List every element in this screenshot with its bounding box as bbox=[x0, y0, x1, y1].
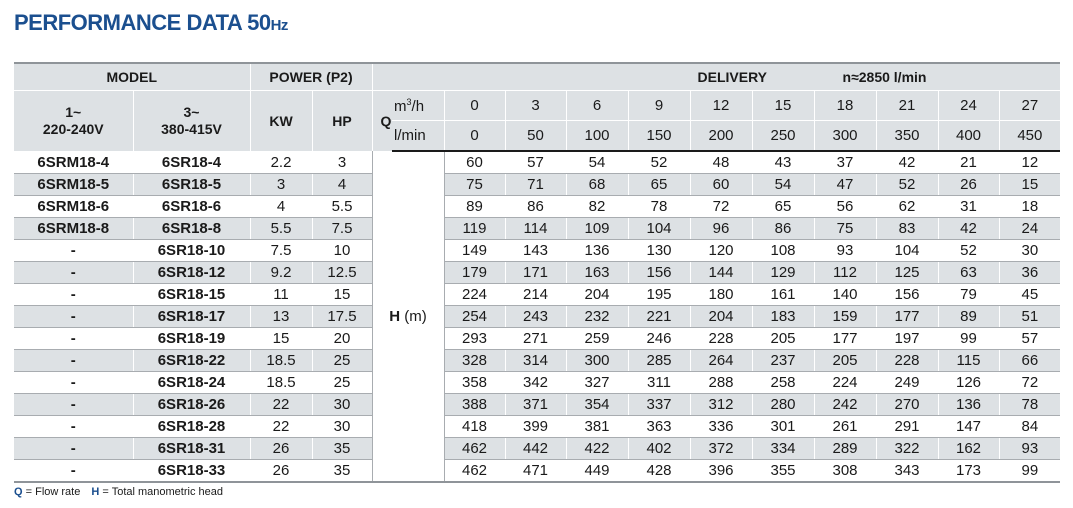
head-letter: H bbox=[389, 308, 401, 325]
head-value: 144 bbox=[690, 262, 752, 284]
power-kw: 15 bbox=[250, 328, 312, 350]
table-row bbox=[14, 196, 1060, 218]
head-value: 30 bbox=[999, 240, 1060, 262]
head-value: 314 bbox=[505, 350, 566, 372]
head-value: 428 bbox=[628, 460, 690, 483]
head-value: 68 bbox=[566, 174, 628, 196]
head-value: 52 bbox=[876, 174, 938, 196]
head-value: 249 bbox=[876, 372, 938, 394]
power-kw: 26 bbox=[250, 460, 312, 483]
head-value: 322 bbox=[876, 438, 938, 460]
head-value: 355 bbox=[752, 460, 814, 483]
table-row bbox=[14, 416, 1060, 438]
head-value: 126 bbox=[938, 372, 999, 394]
q-m3h-cell: 18 bbox=[814, 91, 876, 121]
model-three-phase: 6SR18-12 bbox=[133, 262, 250, 284]
head-value: 51 bbox=[999, 306, 1060, 328]
model-three-phase: 6SR18-33 bbox=[133, 460, 250, 483]
head-value: 173 bbox=[938, 460, 999, 483]
speed-label: n≈2850 l/min bbox=[842, 69, 927, 85]
three-phase-voltage: 380-415V bbox=[161, 121, 222, 137]
head-value: 99 bbox=[999, 460, 1060, 483]
head-value: 254 bbox=[444, 306, 505, 328]
head-value: 156 bbox=[876, 284, 938, 306]
head-value: 214 bbox=[505, 284, 566, 306]
head-value: 119 bbox=[444, 218, 505, 240]
head-value: 42 bbox=[876, 151, 938, 174]
q-m3h-cell: 0 bbox=[444, 91, 505, 121]
unit-lmin: l/min bbox=[392, 121, 444, 152]
legend-q-key: Q bbox=[14, 486, 23, 498]
head-value: 280 bbox=[752, 394, 814, 416]
model-three-phase: 6SR18-15 bbox=[133, 284, 250, 306]
head-value: 75 bbox=[814, 218, 876, 240]
head-value: 56 bbox=[814, 196, 876, 218]
head-value: 163 bbox=[566, 262, 628, 284]
head-value: 54 bbox=[566, 151, 628, 174]
head-value: 224 bbox=[444, 284, 505, 306]
head-value: 327 bbox=[566, 372, 628, 394]
table-row bbox=[14, 306, 1060, 328]
q-m3h-cell: 6 bbox=[566, 91, 628, 121]
power-hp: 30 bbox=[312, 394, 372, 416]
head-value: 399 bbox=[505, 416, 566, 438]
q-lmin-cell: 150 bbox=[628, 121, 690, 152]
three-phase-symbol: 3~ bbox=[183, 104, 200, 120]
head-value: 99 bbox=[938, 328, 999, 350]
head-value: 204 bbox=[566, 284, 628, 306]
head-value: 372 bbox=[690, 438, 752, 460]
power-kw: 3 bbox=[250, 174, 312, 196]
model-three-phase: 6SR18-17 bbox=[133, 306, 250, 328]
head-value: 136 bbox=[938, 394, 999, 416]
head-value: 143 bbox=[505, 240, 566, 262]
head-value: 300 bbox=[566, 350, 628, 372]
model-single-phase: - bbox=[14, 350, 133, 372]
performance-table-body bbox=[14, 151, 1060, 482]
power-kw: 22 bbox=[250, 416, 312, 438]
q-m3h-cell: 15 bbox=[752, 91, 814, 121]
head-value: 71 bbox=[505, 174, 566, 196]
head-value: 156 bbox=[628, 262, 690, 284]
model-three-phase: 6SR18-5 bbox=[133, 174, 250, 196]
power-kw: 13 bbox=[250, 306, 312, 328]
head-value: 52 bbox=[628, 151, 690, 174]
q-lmin-cell: 250 bbox=[752, 121, 814, 152]
head-value: 308 bbox=[814, 460, 876, 483]
delivery-header bbox=[372, 63, 1060, 91]
title-suffix: Hz bbox=[270, 17, 288, 34]
model-three-phase: 6SR18-31 bbox=[133, 438, 250, 460]
head-value: 129 bbox=[752, 262, 814, 284]
head-value: 45 bbox=[999, 284, 1060, 306]
head-value: 136 bbox=[566, 240, 628, 262]
power-kw: 2.2 bbox=[250, 151, 312, 174]
head-value: 93 bbox=[999, 438, 1060, 460]
head-value: 114 bbox=[505, 218, 566, 240]
head-value: 197 bbox=[876, 328, 938, 350]
table-row bbox=[14, 174, 1060, 196]
power-hp: 35 bbox=[312, 460, 372, 483]
power-hp: 35 bbox=[312, 438, 372, 460]
table-row bbox=[14, 350, 1060, 372]
head-value: 93 bbox=[814, 240, 876, 262]
model-single-phase: - bbox=[14, 284, 133, 306]
head-value: 449 bbox=[566, 460, 628, 483]
head-value: 108 bbox=[752, 240, 814, 262]
head-value: 336 bbox=[690, 416, 752, 438]
power-kw: 18.5 bbox=[250, 350, 312, 372]
head-value: 60 bbox=[444, 151, 505, 174]
head-value: 293 bbox=[444, 328, 505, 350]
head-value: 224 bbox=[814, 372, 876, 394]
head-value: 82 bbox=[566, 196, 628, 218]
head-value: 112 bbox=[814, 262, 876, 284]
head-value: 78 bbox=[628, 196, 690, 218]
power-hp: 3 bbox=[312, 151, 372, 174]
head-value: 62 bbox=[876, 196, 938, 218]
head-value: 422 bbox=[566, 438, 628, 460]
head-value: 15 bbox=[999, 174, 1060, 196]
head-value: 418 bbox=[444, 416, 505, 438]
power-hp: 15 bbox=[312, 284, 372, 306]
head-value: 26 bbox=[938, 174, 999, 196]
head-value: 264 bbox=[690, 350, 752, 372]
head-value: 342 bbox=[505, 372, 566, 394]
head-value: 31 bbox=[938, 196, 999, 218]
power-kw: 4 bbox=[250, 196, 312, 218]
head-value: 78 bbox=[999, 394, 1060, 416]
head-value: 177 bbox=[876, 306, 938, 328]
power-hp: 7.5 bbox=[312, 218, 372, 240]
model-header: MODEL bbox=[14, 63, 250, 91]
hp-header: HP bbox=[312, 91, 372, 152]
head-value: 171 bbox=[505, 262, 566, 284]
head-value: 388 bbox=[444, 394, 505, 416]
q-lmin-cell: 100 bbox=[566, 121, 628, 152]
model-single-phase: - bbox=[14, 416, 133, 438]
power-hp: 4 bbox=[312, 174, 372, 196]
legend bbox=[14, 486, 223, 498]
head-value: 402 bbox=[628, 438, 690, 460]
head-value: 246 bbox=[628, 328, 690, 350]
single-phase-symbol: 1~ bbox=[65, 104, 82, 120]
table-row bbox=[14, 372, 1060, 394]
q-m3h-cell: 9 bbox=[628, 91, 690, 121]
power-hp: 20 bbox=[312, 328, 372, 350]
head-value: 381 bbox=[566, 416, 628, 438]
head-value: 343 bbox=[876, 460, 938, 483]
head-value: 12 bbox=[999, 151, 1060, 174]
head-value: 147 bbox=[938, 416, 999, 438]
head-value: 57 bbox=[505, 151, 566, 174]
head-value: 60 bbox=[690, 174, 752, 196]
head-value: 228 bbox=[876, 350, 938, 372]
power-kw: 26 bbox=[250, 438, 312, 460]
delivery-label: DELIVERY bbox=[697, 69, 768, 85]
table-row bbox=[14, 284, 1060, 306]
head-value: 84 bbox=[999, 416, 1060, 438]
table-row bbox=[14, 218, 1060, 240]
q-lmin-cell: 350 bbox=[876, 121, 938, 152]
table-row bbox=[14, 394, 1060, 416]
model-three-phase: 6SR18-10 bbox=[133, 240, 250, 262]
model-single-phase: - bbox=[14, 460, 133, 483]
power-hp: 10 bbox=[312, 240, 372, 262]
head-value: 161 bbox=[752, 284, 814, 306]
head-value: 86 bbox=[752, 218, 814, 240]
head-value: 289 bbox=[814, 438, 876, 460]
head-value: 301 bbox=[752, 416, 814, 438]
head-value: 65 bbox=[752, 196, 814, 218]
q-m3h-cell: 21 bbox=[876, 91, 938, 121]
head-value: 291 bbox=[876, 416, 938, 438]
head-value: 104 bbox=[628, 218, 690, 240]
legend-h-text: = Total manometric head bbox=[102, 486, 223, 498]
head-value: 311 bbox=[628, 372, 690, 394]
model-single-phase: - bbox=[14, 394, 133, 416]
q-lmin-cell: 200 bbox=[690, 121, 752, 152]
q-m3h-cell: 24 bbox=[938, 91, 999, 121]
head-value: 79 bbox=[938, 284, 999, 306]
model-three-phase: 6SR18-4 bbox=[133, 151, 250, 174]
power-header: POWER (P2) bbox=[250, 63, 372, 91]
head-value: 149 bbox=[444, 240, 505, 262]
head-value: 75 bbox=[444, 174, 505, 196]
head-value: 471 bbox=[505, 460, 566, 483]
power-hp: 17.5 bbox=[312, 306, 372, 328]
head-value: 396 bbox=[690, 460, 752, 483]
model-single-phase: 6SRM18-8 bbox=[14, 218, 133, 240]
q-lmin-cell: 0 bbox=[444, 121, 505, 152]
power-hp: 30 bbox=[312, 416, 372, 438]
legend-h-key: H bbox=[91, 486, 100, 498]
head-value: 83 bbox=[876, 218, 938, 240]
head-value: 242 bbox=[814, 394, 876, 416]
head-value: 66 bbox=[999, 350, 1060, 372]
power-kw: 5.5 bbox=[250, 218, 312, 240]
head-value: 204 bbox=[690, 306, 752, 328]
head-value: 462 bbox=[444, 460, 505, 483]
model-single-phase: 6SRM18-6 bbox=[14, 196, 133, 218]
head-value: 205 bbox=[752, 328, 814, 350]
head-value: 57 bbox=[999, 328, 1060, 350]
power-kw: 18.5 bbox=[250, 372, 312, 394]
performance-table bbox=[14, 62, 1060, 483]
power-hp: 12.5 bbox=[312, 262, 372, 284]
power-kw: 11 bbox=[250, 284, 312, 306]
table-row bbox=[14, 262, 1060, 284]
power-hp: 5.5 bbox=[312, 196, 372, 218]
head-value: 285 bbox=[628, 350, 690, 372]
head-value: 243 bbox=[505, 306, 566, 328]
head-value: 442 bbox=[505, 438, 566, 460]
head-value: 221 bbox=[628, 306, 690, 328]
model-single-phase: - bbox=[14, 240, 133, 262]
head-value: 104 bbox=[876, 240, 938, 262]
power-kw: 22 bbox=[250, 394, 312, 416]
head-value: 36 bbox=[999, 262, 1060, 284]
head-value: 159 bbox=[814, 306, 876, 328]
model-three-phase: 6SR18-28 bbox=[133, 416, 250, 438]
head-value: 232 bbox=[566, 306, 628, 328]
model-single-phase: - bbox=[14, 328, 133, 350]
head-value: 258 bbox=[752, 372, 814, 394]
q-lmin-cell: 300 bbox=[814, 121, 876, 152]
model-single-phase: - bbox=[14, 262, 133, 284]
model-single-phase: 6SRM18-5 bbox=[14, 174, 133, 196]
power-hp: 25 bbox=[312, 372, 372, 394]
table-row bbox=[14, 328, 1060, 350]
head-value: 72 bbox=[999, 372, 1060, 394]
q-letter: Q bbox=[372, 91, 392, 152]
model-three-phase: 6SR18-26 bbox=[133, 394, 250, 416]
head-value: 195 bbox=[628, 284, 690, 306]
head-value: 89 bbox=[444, 196, 505, 218]
head-value: 312 bbox=[690, 394, 752, 416]
head-value: 270 bbox=[876, 394, 938, 416]
single-phase-voltage: 220-240V bbox=[42, 121, 104, 137]
head-value: 72 bbox=[690, 196, 752, 218]
head-value: 130 bbox=[628, 240, 690, 262]
q-m3h-cell: 12 bbox=[690, 91, 752, 121]
model-three-phase: 6SR18-6 bbox=[133, 196, 250, 218]
head-value: 271 bbox=[505, 328, 566, 350]
model-single-phase: 6SRM18-4 bbox=[14, 151, 133, 174]
kw-header: KW bbox=[250, 91, 312, 152]
head-value: 47 bbox=[814, 174, 876, 196]
head-value: 42 bbox=[938, 218, 999, 240]
model-three-phase: 6SR18-8 bbox=[133, 218, 250, 240]
model-single-phase: - bbox=[14, 306, 133, 328]
page-title bbox=[14, 10, 288, 36]
power-kw: 9.2 bbox=[250, 262, 312, 284]
head-value: 52 bbox=[938, 240, 999, 262]
head-value: 328 bbox=[444, 350, 505, 372]
three-phase-header bbox=[133, 91, 250, 152]
model-single-phase: - bbox=[14, 438, 133, 460]
head-value: 115 bbox=[938, 350, 999, 372]
model-three-phase: 6SR18-22 bbox=[133, 350, 250, 372]
head-value: 259 bbox=[566, 328, 628, 350]
head-value: 354 bbox=[566, 394, 628, 416]
head-value: 261 bbox=[814, 416, 876, 438]
head-unit: (m) bbox=[404, 308, 427, 325]
head-value: 177 bbox=[814, 328, 876, 350]
head-value: 86 bbox=[505, 196, 566, 218]
unit-m3h: $m^3/h$ bbox=[392, 91, 444, 121]
model-three-phase: 6SR18-19 bbox=[133, 328, 250, 350]
head-value: 48 bbox=[690, 151, 752, 174]
head-label bbox=[372, 151, 444, 482]
table-row bbox=[14, 240, 1060, 262]
q-lmin-cell: 400 bbox=[938, 121, 999, 152]
table-row bbox=[14, 438, 1060, 460]
title-main: PERFORMANCE DATA 50 bbox=[14, 10, 271, 35]
head-value: 462 bbox=[444, 438, 505, 460]
head-value: 228 bbox=[690, 328, 752, 350]
q-lmin-cell: 450 bbox=[999, 121, 1060, 152]
head-value: 162 bbox=[938, 438, 999, 460]
head-value: 288 bbox=[690, 372, 752, 394]
power-kw: 7.5 bbox=[250, 240, 312, 262]
head-value: 179 bbox=[444, 262, 505, 284]
head-value: 237 bbox=[752, 350, 814, 372]
head-value: 43 bbox=[752, 151, 814, 174]
head-value: 24 bbox=[999, 218, 1060, 240]
power-hp: 25 bbox=[312, 350, 372, 372]
q-m3h-cell: 27 bbox=[999, 91, 1060, 121]
head-value: 371 bbox=[505, 394, 566, 416]
table-row bbox=[14, 151, 1060, 174]
model-single-phase: - bbox=[14, 372, 133, 394]
head-value: 358 bbox=[444, 372, 505, 394]
head-value: 109 bbox=[566, 218, 628, 240]
head-value: 140 bbox=[814, 284, 876, 306]
head-value: 65 bbox=[628, 174, 690, 196]
head-value: 337 bbox=[628, 394, 690, 416]
head-value: 21 bbox=[938, 151, 999, 174]
q-m3h-cell: 3 bbox=[505, 91, 566, 121]
model-three-phase: 6SR18-24 bbox=[133, 372, 250, 394]
head-value: 54 bbox=[752, 174, 814, 196]
head-value: 205 bbox=[814, 350, 876, 372]
table-row bbox=[14, 460, 1060, 483]
single-phase-header bbox=[14, 91, 133, 152]
q-lmin-cell: 50 bbox=[505, 121, 566, 152]
head-value: 363 bbox=[628, 416, 690, 438]
head-value: 180 bbox=[690, 284, 752, 306]
head-value: 120 bbox=[690, 240, 752, 262]
head-value: 125 bbox=[876, 262, 938, 284]
head-value: 183 bbox=[752, 306, 814, 328]
head-value: 89 bbox=[938, 306, 999, 328]
head-value: 96 bbox=[690, 218, 752, 240]
head-value: 18 bbox=[999, 196, 1060, 218]
head-value: 334 bbox=[752, 438, 814, 460]
head-value: 63 bbox=[938, 262, 999, 284]
head-value: 37 bbox=[814, 151, 876, 174]
legend-q-text: = Flow rate bbox=[25, 486, 81, 498]
